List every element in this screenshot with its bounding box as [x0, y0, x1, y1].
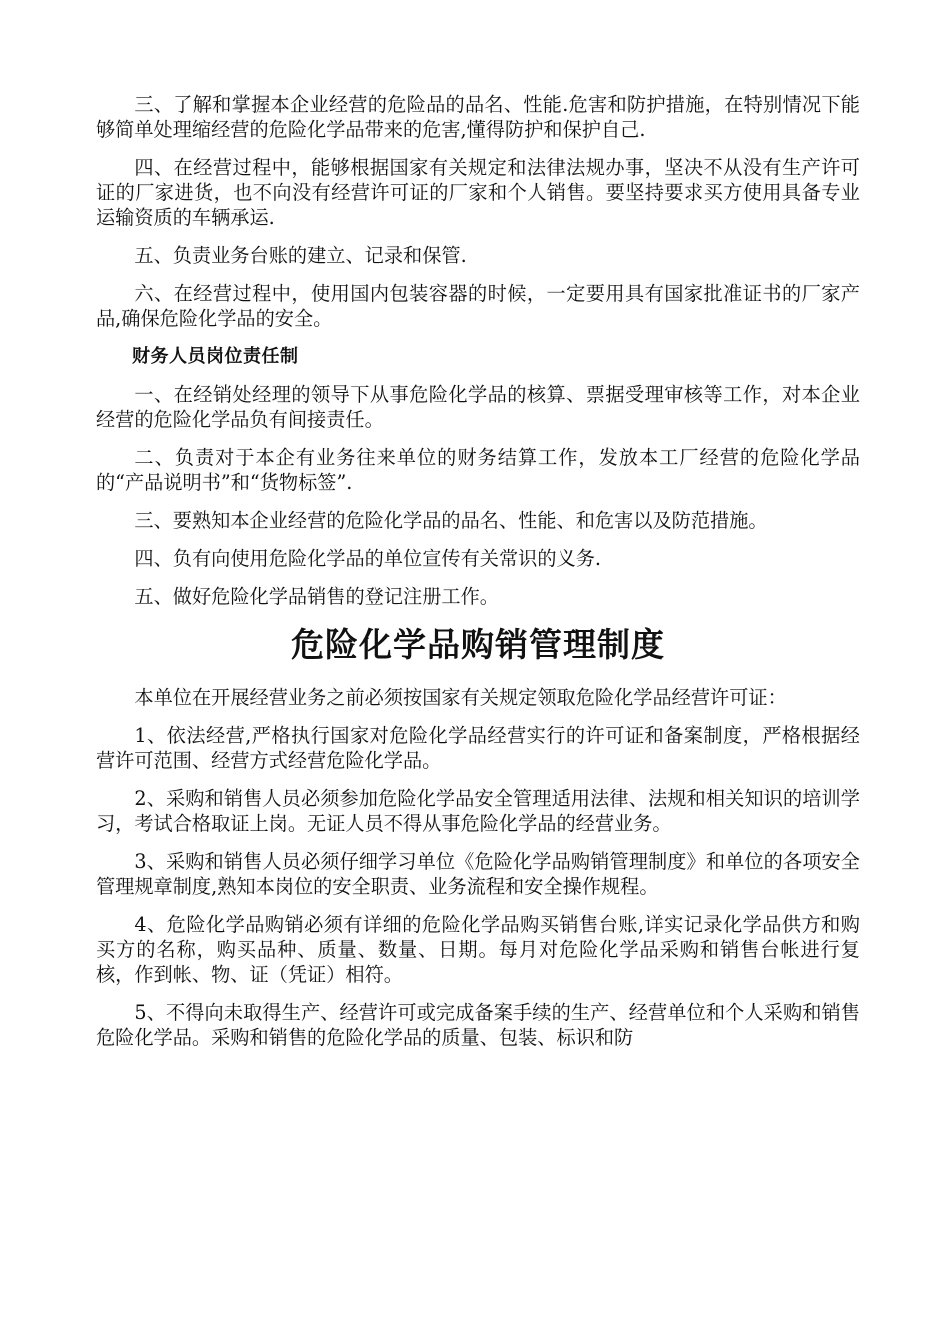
paragraph: 三、了解和掌握本企业经营的危险品的品名、性能.危害和防护措施，在特别情况下能够简单处理缩经营的危险化学品带来的危害,懂得防护和保护自己.	[96, 93, 860, 141]
paragraph: 5、不得向未取得生产、经营许可或完成备案手续的生产、经营单位和个人采购和销售危险化学品。采购和销售的危险化学品的质量、包装、标识和防	[96, 1001, 860, 1049]
paragraph: 4、危险化学品购销必须有详细的危险化学品购买销售台账,详实记录化学品供方和购买方的名称，购买品种、质量、数量、日期。每月对危险化学品采购和销售台帐进行复核，作到帐、物、证（凭证）相符。	[96, 913, 860, 986]
paragraph: 六、在经营过程中，使用国内包装容器的时候，一定要用具有国家批准证书的厂家产品,确保危险化学品的安全。	[96, 282, 860, 330]
paragraph: 2、采购和销售人员必须参加危险化学品安全管理适用法律、法规和相关知识的培训学习，考试合格取证上岗。无证人员不得从事危险化学品的经营业务。	[96, 787, 860, 835]
document-page	[96, 92, 860, 1063]
section-heading: 财务人员岗位责任制	[132, 346, 299, 367]
paragraph: 三、要熟知本企业经营的危险化学品的品名、性能、和危害以及防范措施。	[134, 509, 768, 532]
paragraph: 四、负有向使用危险化学品的单位宣传有关常识的义务.	[134, 547, 601, 570]
document-title: 危险化学品购销管理制度	[291, 625, 665, 664]
paragraph: 1、依法经营,严格执行国家对危险化学品经营实行的许可证和备案制度，严格根据经营许可范围、经营方式经营危险化学品。	[96, 724, 860, 772]
paragraph: 本单位在开展经营业务之前必须按国家有关规定领取危险化学品经营许可证：	[134, 686, 787, 709]
paragraph: 3、采购和销售人员必须仔细学习单位《危险化学品购销管理制度》和单位的各项安全管理规章制度,熟知本岗位的安全职责、业务流程和安全操作规程。	[96, 850, 860, 898]
paragraph: 五、做好危险化学品销售的登记注册工作。	[134, 585, 499, 608]
paragraph: 四、在经营过程中，能够根据国家有关规定和法律法规办事，坚决不从没有生产许可证的厂家进货，也不向没有经营许可证的厂家和个人销售。要坚持要求买方使用具备专业运输资质的车辆承运.	[96, 156, 860, 229]
paragraph: 五、负责业务台账的建立、记录和保管.	[134, 244, 467, 267]
paragraph: 一、在经销处经理的领导下从事危险化学品的核算、票据受理审核等工作，对本企业经营的危险化学品负有间接责任。	[96, 383, 860, 431]
paragraph: 二、负责对于本企有业务往来单位的财务结算工作，发放本工厂经营的危险化学品的“产品说明书”和“货物标签”.	[96, 446, 860, 494]
